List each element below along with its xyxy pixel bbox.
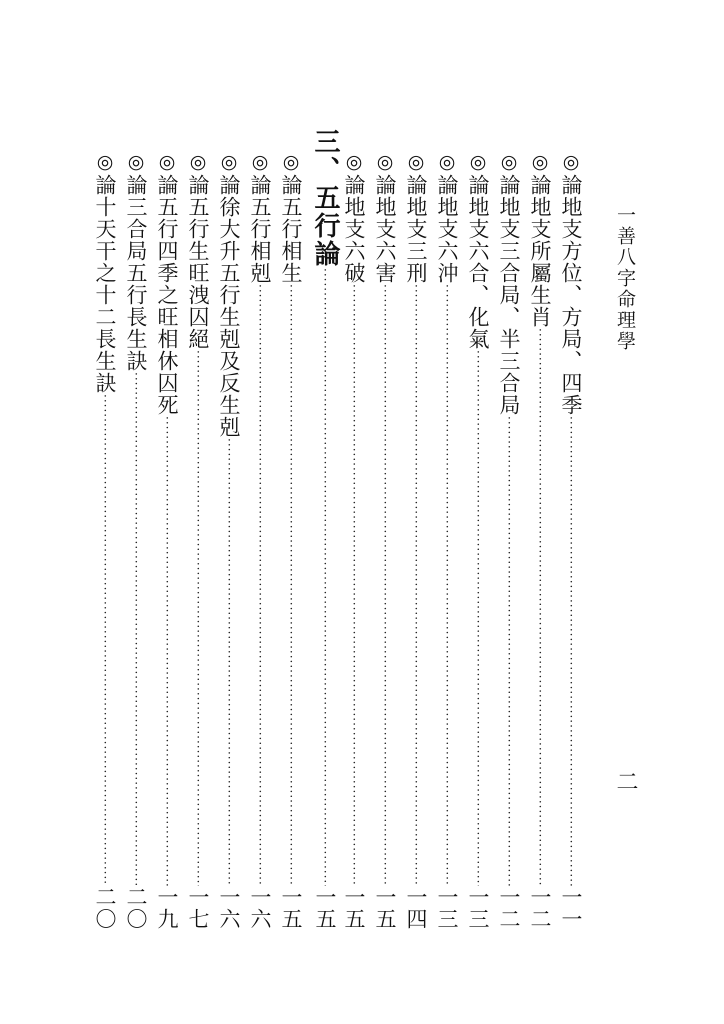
- page-number: 二: [613, 770, 638, 792]
- bullseye-icon: ◎: [343, 151, 365, 173]
- toc-entry-page: 二〇: [93, 886, 117, 930]
- dot-leader: [183, 350, 213, 886]
- toc-entry-title: 論十天干之十二長生訣: [93, 174, 117, 394]
- toc-entry[interactable]: [556, 150, 586, 930]
- toc-entry[interactable]: [90, 150, 120, 930]
- toc-entry-page: 一五: [373, 886, 397, 930]
- bullseye-icon: ◎: [125, 151, 147, 173]
- section-heading-title: 三、五行論: [310, 128, 340, 268]
- bullseye-icon: ◎: [249, 151, 271, 173]
- toc-entry-page: 一五: [313, 886, 337, 930]
- toc-entry-page: 一六: [248, 886, 272, 930]
- bullseye-icon: ◎: [218, 151, 240, 173]
- running-header-title: 一善八字命理學: [614, 205, 636, 352]
- dot-leader: [370, 284, 400, 886]
- toc-entry-title: 論五行相生: [279, 174, 303, 284]
- toc-entry-title: 論五行生旺洩囚絕: [186, 174, 210, 350]
- toc-entry-page: 一七: [186, 886, 210, 930]
- toc-entry[interactable]: [432, 150, 462, 930]
- toc-entry-title: 論五行四季之旺相休囚死: [155, 174, 179, 416]
- dot-leader: [339, 284, 369, 886]
- toc-entry-title: 論地支六害: [373, 174, 397, 284]
- toc-entry[interactable]: [401, 150, 431, 930]
- dot-leader: [121, 372, 151, 886]
- toc-entry[interactable]: [245, 150, 275, 930]
- dot-leader: [90, 394, 120, 886]
- toc-entry[interactable]: [183, 150, 213, 930]
- toc-entry-page: 一三: [435, 886, 459, 930]
- bullseye-icon: ◎: [280, 151, 302, 173]
- toc-entry-page: 一三: [466, 886, 490, 930]
- toc-entry[interactable]: [370, 150, 400, 930]
- dot-leader: [401, 284, 431, 886]
- bullseye-icon: ◎: [374, 151, 396, 173]
- toc-entry[interactable]: [152, 150, 182, 930]
- toc-entry-title: 論地支三合局、半三合局: [497, 174, 521, 416]
- dot-leader: [494, 416, 524, 886]
- dot-leader: [463, 350, 493, 886]
- bullseye-icon: ◎: [187, 151, 209, 173]
- bullseye-icon: ◎: [94, 151, 116, 173]
- toc-entry-page: 一六: [217, 886, 241, 930]
- bullseye-icon: ◎: [156, 151, 178, 173]
- toc-entry-page: 一一: [559, 886, 583, 930]
- toc-entry-title: 論地支三刑: [404, 174, 428, 284]
- dot-leader: [306, 268, 340, 886]
- toc-entry[interactable]: [214, 150, 244, 930]
- toc-entry-page: 一五: [279, 886, 303, 930]
- toc-entry[interactable]: [494, 150, 524, 930]
- bullseye-icon: ◎: [498, 151, 520, 173]
- bullseye-icon: ◎: [405, 151, 427, 173]
- bullseye-icon: ◎: [467, 151, 489, 173]
- toc-entry-title: 論五行相剋: [248, 174, 272, 284]
- toc-entry-page: 二〇: [124, 886, 148, 930]
- toc-entry[interactable]: [339, 150, 369, 930]
- dot-leader: [214, 438, 244, 886]
- toc-entry-page: 一四: [404, 886, 428, 930]
- dot-leader: [525, 328, 555, 886]
- toc-entry-title: 論地支方位、方局、四季: [559, 174, 583, 416]
- bullseye-icon: ◎: [560, 151, 582, 173]
- dot-leader: [276, 284, 306, 886]
- dot-leader: [152, 416, 182, 886]
- toc-entry[interactable]: [463, 150, 493, 930]
- toc-entry-page: 一二: [497, 886, 521, 930]
- dot-leader: [245, 284, 275, 886]
- toc-entry-page: 一二: [528, 886, 552, 930]
- toc-entry-title: 論地支六沖: [435, 174, 459, 284]
- toc-entry-title: 論徐大升五行生剋及反生剋: [217, 174, 241, 438]
- bullseye-icon: ◎: [529, 151, 551, 173]
- toc-entry[interactable]: [121, 150, 151, 930]
- toc-entry-title: 論三合局五行長生訣: [124, 174, 148, 372]
- toc-entry-title: 論地支所屬生肖: [528, 174, 552, 328]
- dot-leader: [556, 416, 586, 886]
- toc-entry-page: 一九: [155, 886, 179, 930]
- toc-entry-page: 一五: [342, 886, 366, 930]
- toc-section-heading[interactable]: [306, 128, 340, 930]
- toc-entry-title: 論地支六破: [342, 174, 366, 284]
- dot-leader: [432, 284, 462, 886]
- toc-entry-title: 論地支六合、化氣: [466, 174, 490, 350]
- toc-entry[interactable]: [525, 150, 555, 930]
- bullseye-icon: ◎: [436, 151, 458, 173]
- toc-entry[interactable]: [276, 150, 306, 930]
